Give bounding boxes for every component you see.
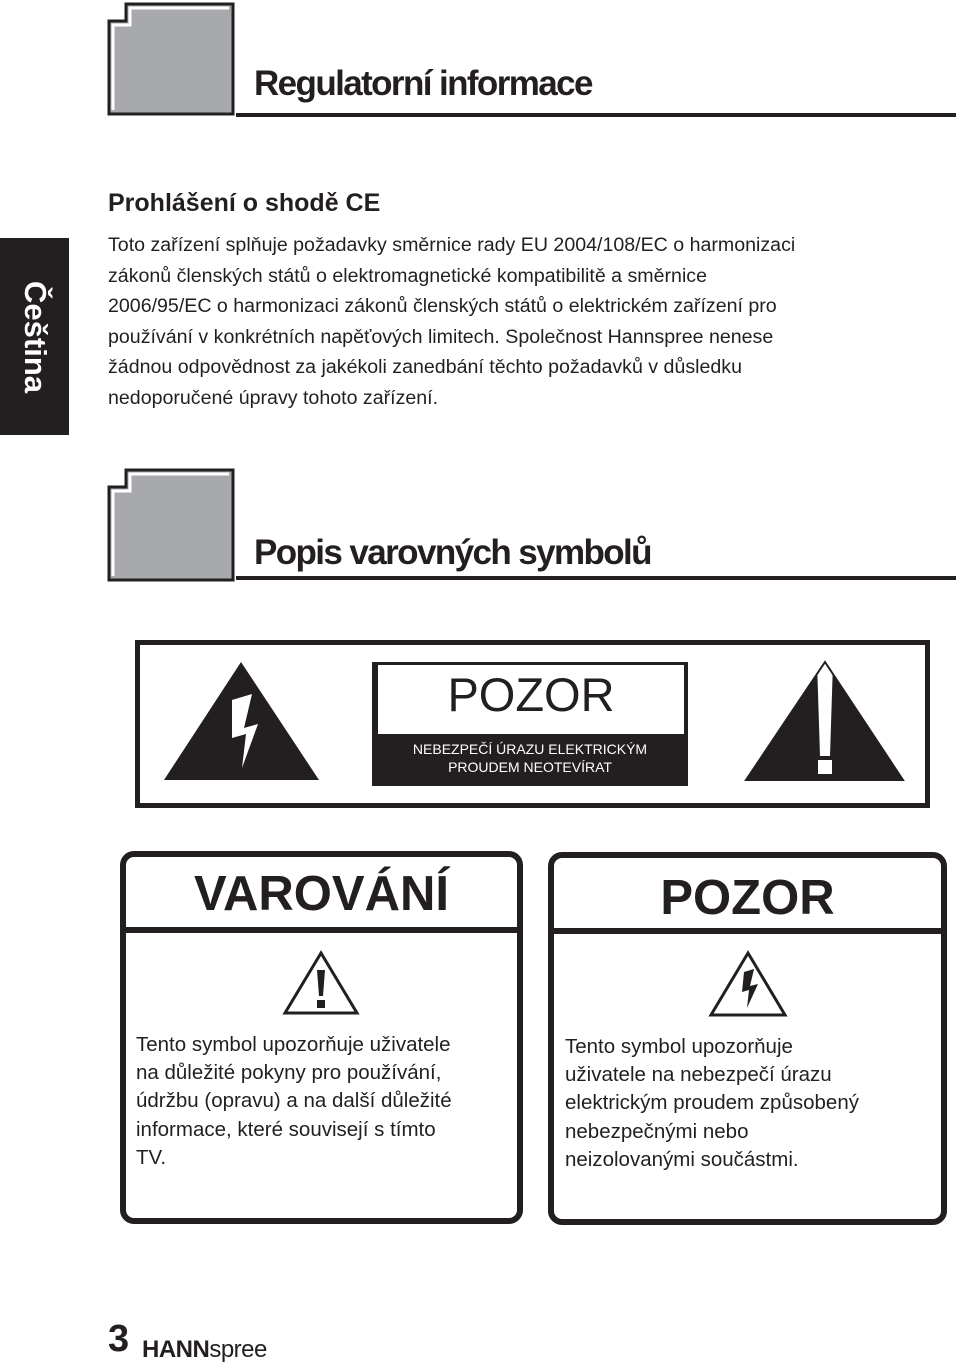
pozor-label-title: POZOR xyxy=(447,668,615,721)
warning-card-line: TV. xyxy=(136,1145,167,1169)
warning-card-line: na důležité pokyny pro používání, xyxy=(136,1061,442,1085)
card-divider xyxy=(554,928,941,934)
exclamation-triangle-icon xyxy=(282,950,360,1016)
caution-card-line: elektrickým proudem způsobený xyxy=(565,1091,859,1115)
caution-card-line: neizolovanými součástmi. xyxy=(565,1147,799,1171)
page-number: 3 xyxy=(108,1318,130,1360)
ce-paragraph xyxy=(108,230,958,413)
caution-card-text xyxy=(565,1033,859,1174)
ce-heading: Prohlášení o shodě CE xyxy=(108,189,381,217)
caution-card-line: uživatele na nebezpečí úrazu xyxy=(565,1063,832,1087)
lightning-triangle-icon xyxy=(708,950,788,1018)
pozor-label-subtitle xyxy=(372,740,688,776)
caution-card-line: Tento symbol upozorňuje xyxy=(565,1035,793,1058)
ce-line: 2006/95/EC o harmonizaci zákonů členských států o elektrickém zařízení pro xyxy=(108,295,777,317)
card-divider xyxy=(126,927,517,933)
pozor-subtitle-line: NEBEZPEČÍ ÚRAZU ELEKTRICKÝM xyxy=(412,741,648,757)
ce-line: zákonů členských států o elektromagnetické kompatibilitě a směrnice xyxy=(108,264,707,287)
ce-line: nedoporučené úpravy tohoto zařízení. xyxy=(108,386,439,409)
warning-card-line: informace, které souvisejí s tímto xyxy=(136,1117,436,1141)
pozor-subtitle-line: PROUDEM NEOTEVÍRAT xyxy=(448,759,612,775)
section-header-box xyxy=(106,0,236,117)
ce-line: žádnou odpovědnost za jakékoli zanedbání těchto požadavků v důsledku xyxy=(108,356,742,378)
ce-line: používání v konkrétních napěťových limitech. Společnost Hannspree nenese xyxy=(108,325,774,348)
caution-card-title: POZOR xyxy=(660,871,835,925)
brand-logo-rest: spree xyxy=(209,1336,267,1363)
section-rule xyxy=(236,576,956,580)
language-tab-label: Čeština xyxy=(17,280,53,393)
language-tab xyxy=(0,238,69,435)
exclamation-triangle-icon xyxy=(744,660,906,782)
brand-logo-bold: HANN xyxy=(142,1336,210,1363)
section-header-box xyxy=(106,466,236,583)
section-title-symbols: Popis varovných symbolů xyxy=(254,533,651,572)
caution-card-line: nebezpečnými nebo xyxy=(565,1119,749,1143)
section-rule xyxy=(236,113,956,117)
warning-card-text xyxy=(136,1031,452,1172)
lightning-triangle-icon xyxy=(162,660,322,782)
warning-card-line: Tento symbol upozorňuje uživatele xyxy=(136,1033,451,1056)
ce-line: Toto zařízení splňuje požadavky směrnice rady EU 2004/108/EC o harmonizaci xyxy=(108,234,796,256)
warning-card-line: údržbu (opravu) a na další důležité xyxy=(136,1089,452,1113)
warning-card-title: VAROVÁNÍ xyxy=(193,867,449,921)
brand-logo xyxy=(142,1336,267,1364)
section-title-regulatory: Regulatorní informace xyxy=(254,64,592,103)
